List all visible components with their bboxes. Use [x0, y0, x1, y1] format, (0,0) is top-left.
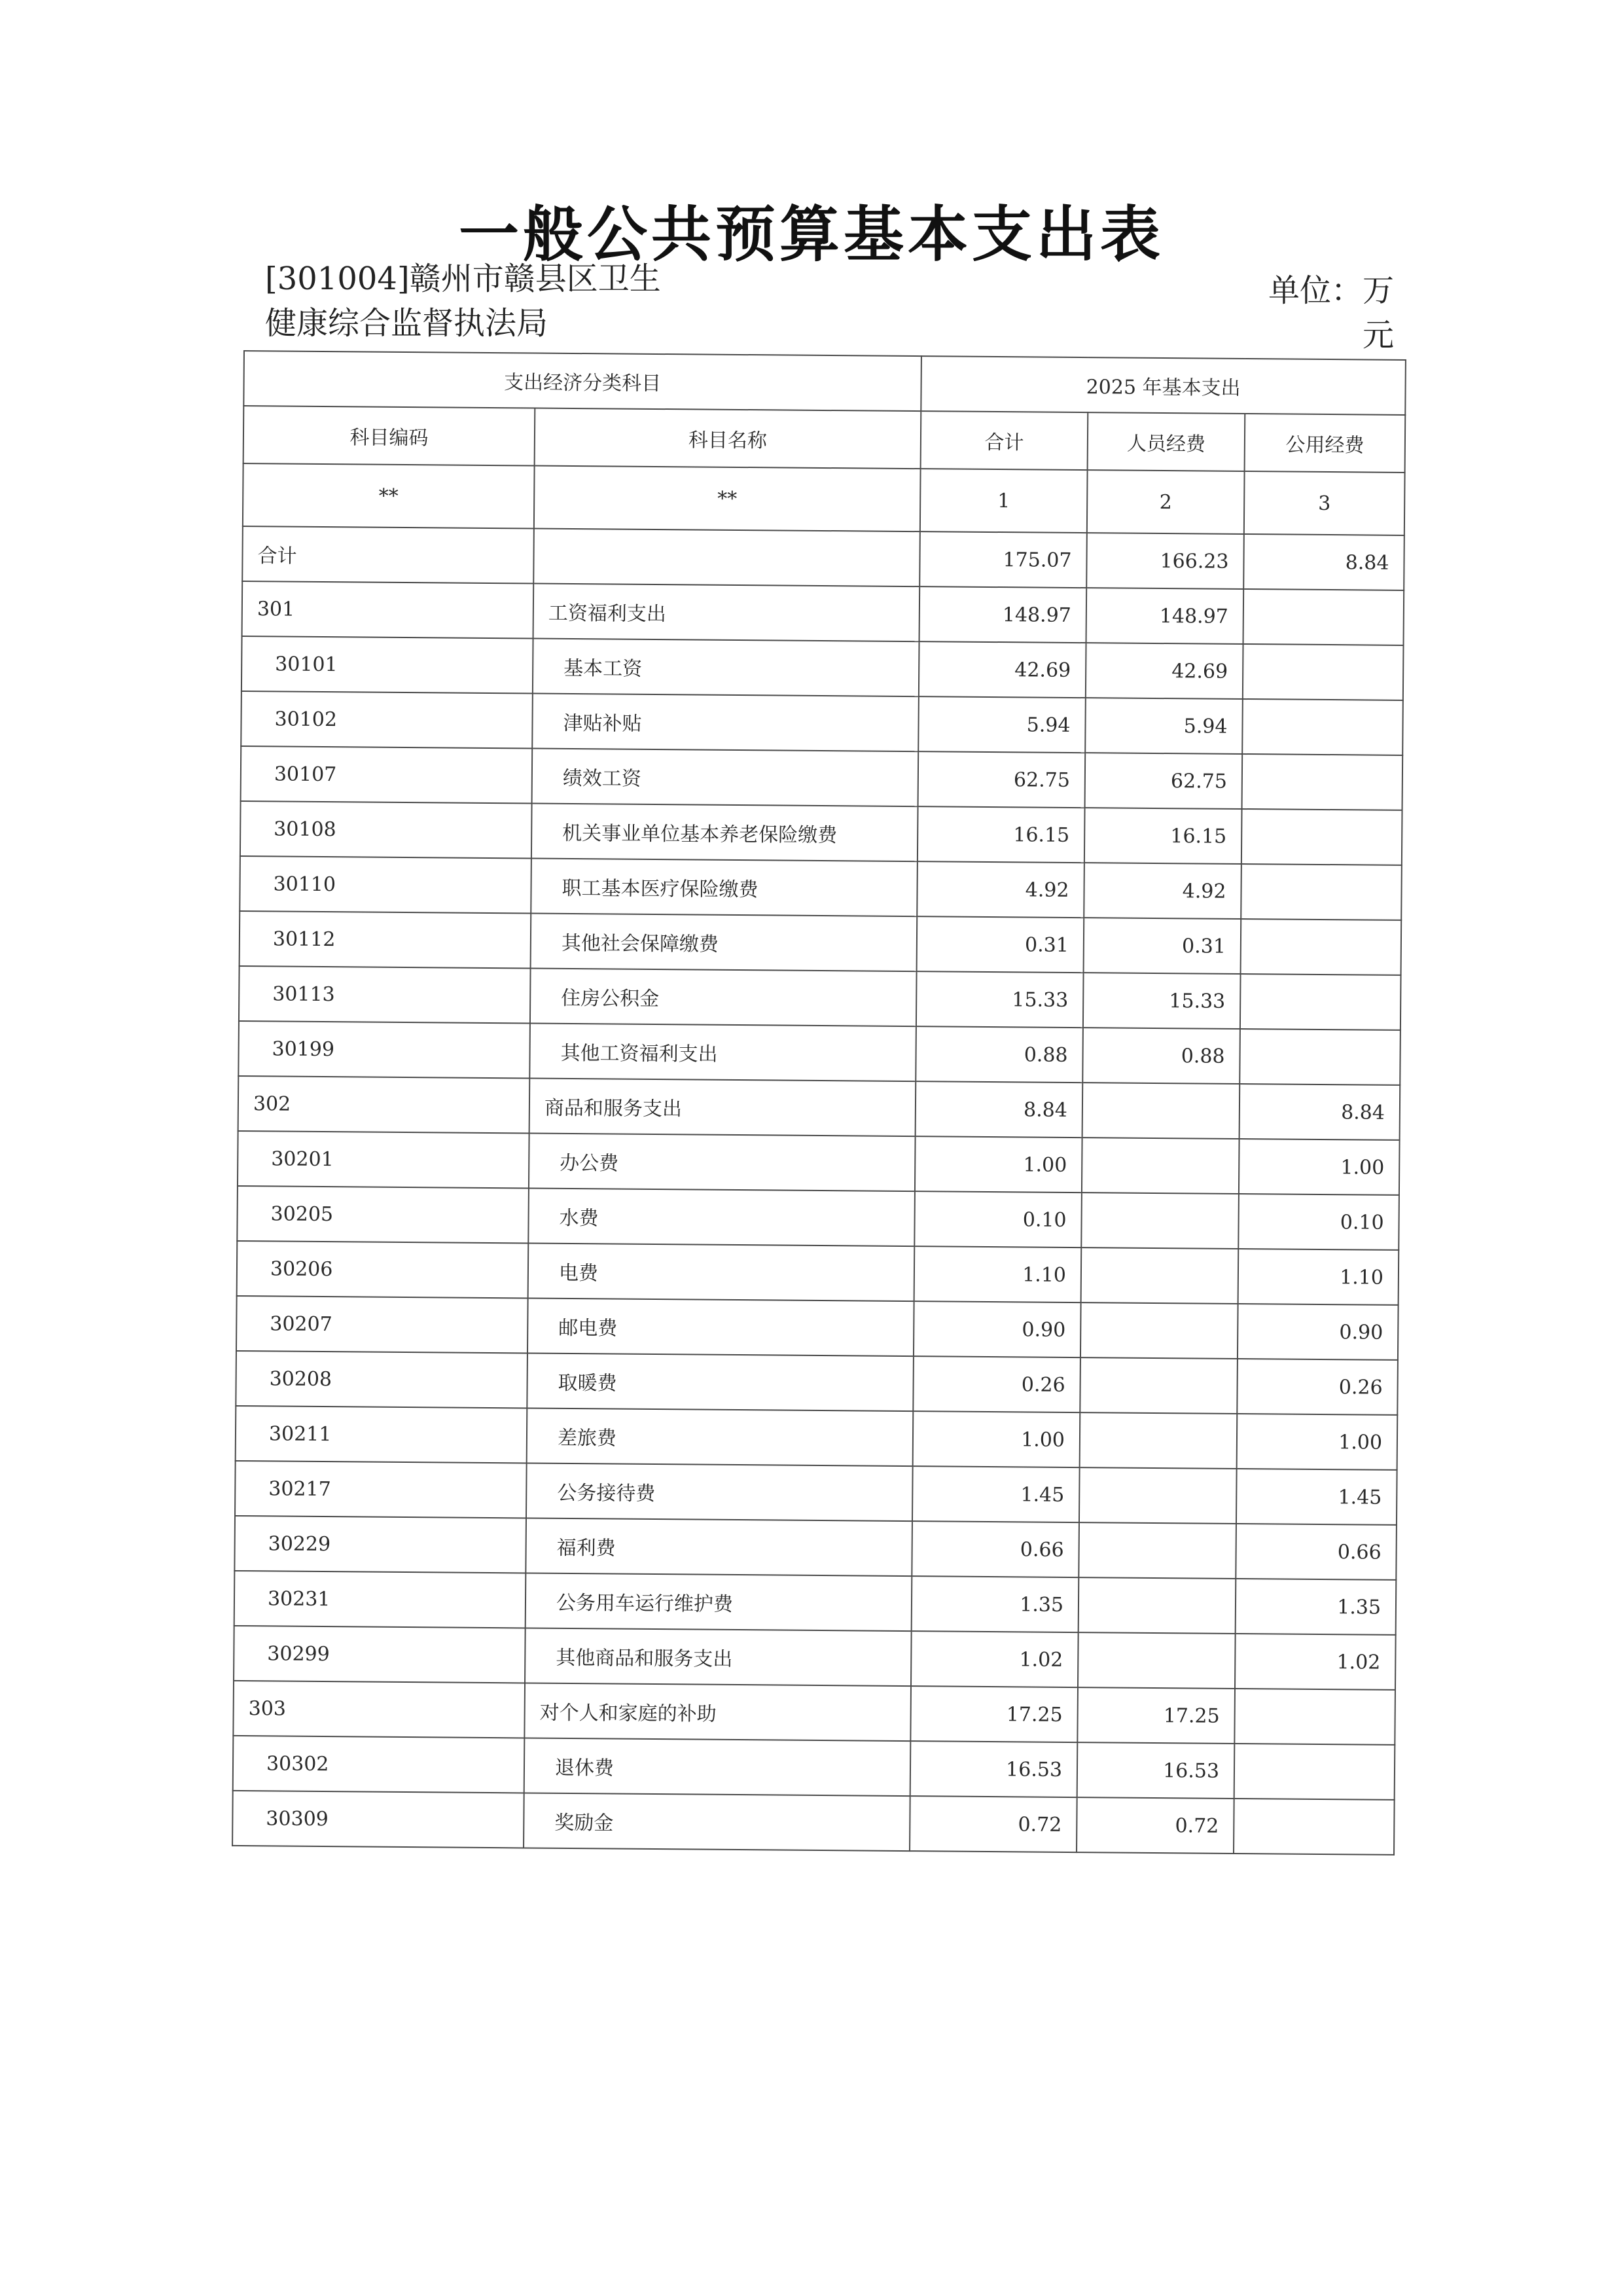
- row-personnel: [1081, 1193, 1239, 1249]
- column-header-name: 科目名称: [535, 408, 921, 469]
- table-row: [241, 636, 1404, 700]
- agency-name: [301004]赣州市赣县区卫生健康综合监督执法局: [265, 260, 661, 342]
- index-total: 1: [920, 469, 1088, 533]
- index-row: [243, 463, 1405, 535]
- table-row: [237, 1186, 1399, 1250]
- table-row: [233, 1736, 1395, 1800]
- index-code: **: [243, 463, 535, 528]
- row-personnel: [1079, 1577, 1236, 1634]
- row-public: 1.02: [1235, 1634, 1396, 1690]
- group-header-row: [243, 351, 1406, 415]
- row-total: 42.69: [919, 641, 1086, 698]
- table-row: [239, 966, 1401, 1030]
- unit-label: 单位：万元: [1268, 272, 1394, 353]
- row-public: [1243, 589, 1404, 645]
- row-personnel: 16.53: [1077, 1742, 1235, 1799]
- row-personnel: [1080, 1357, 1238, 1414]
- row-code: 30208: [236, 1351, 527, 1408]
- table-row: [234, 1626, 1396, 1690]
- row-personnel: 42.69: [1086, 643, 1243, 699]
- row-code: 30113: [239, 966, 531, 1023]
- column-header-total: 合计: [921, 411, 1088, 470]
- row-total: 0.88: [916, 1026, 1083, 1083]
- row-name: 公务用车运行维护费: [526, 1573, 912, 1631]
- page-title: 一般公共预算基本支出表: [458, 199, 1164, 270]
- row-total: 0.31: [917, 916, 1084, 973]
- row-total: 148.97: [919, 586, 1087, 643]
- row-code: 30229: [234, 1516, 526, 1573]
- row-name: 其他商品和服务支出: [525, 1628, 912, 1686]
- row-name: 退休费: [524, 1738, 911, 1796]
- row-personnel: [1079, 1522, 1236, 1579]
- row-name: 工资福利支出: [533, 583, 920, 641]
- table-row: [242, 581, 1404, 645]
- total-label: 合计: [242, 526, 534, 583]
- row-public: [1243, 644, 1404, 700]
- row-personnel: 0.31: [1084, 918, 1241, 974]
- row-code: 30207: [236, 1296, 528, 1353]
- row-public: 8.84: [1240, 1084, 1400, 1140]
- row-total: 16.53: [910, 1741, 1078, 1797]
- group-header-left: 支出经济分类科目: [243, 351, 921, 411]
- row-personnel: [1079, 1467, 1237, 1524]
- index-name: **: [534, 465, 921, 531]
- row-public: [1240, 974, 1401, 1030]
- row-code: 30107: [241, 746, 533, 803]
- table-row: [240, 911, 1402, 975]
- row-code: 30199: [238, 1021, 530, 1078]
- row-code: 302: [238, 1076, 530, 1133]
- budget-table: [232, 350, 1406, 1856]
- row-total: 15.33: [916, 971, 1084, 1028]
- total-name-empty: [533, 528, 920, 586]
- row-code: 303: [233, 1681, 525, 1738]
- table-row: [236, 1351, 1398, 1415]
- row-personnel: 17.25: [1077, 1687, 1235, 1744]
- row-name: 职工基本医疗保险缴费: [531, 858, 918, 916]
- table-row: [234, 1571, 1397, 1635]
- row-public: [1242, 754, 1403, 810]
- table-row: [235, 1461, 1397, 1525]
- row-total: 1.10: [914, 1246, 1082, 1302]
- index-public: 3: [1244, 471, 1405, 535]
- row-code: 30309: [232, 1791, 524, 1848]
- row-name: 津贴补贴: [532, 693, 919, 751]
- table-row: [241, 746, 1403, 810]
- row-public: [1234, 1799, 1395, 1855]
- row-code: 30211: [236, 1406, 527, 1463]
- table-row: [237, 1241, 1399, 1305]
- row-name: 其他工资福利支出: [529, 1023, 916, 1081]
- row-total: 62.75: [918, 751, 1086, 808]
- row-name: 其他社会保障缴费: [531, 913, 918, 971]
- row-public: 0.10: [1238, 1194, 1399, 1250]
- total-personnel: 166.23: [1086, 533, 1244, 589]
- row-name: 水费: [528, 1188, 915, 1246]
- row-code: 30205: [237, 1186, 529, 1243]
- row-code: 30217: [235, 1461, 527, 1518]
- row-code: 30108: [240, 801, 532, 858]
- row-public: [1240, 1029, 1400, 1085]
- row-personnel: 4.92: [1084, 863, 1241, 919]
- table-row: [240, 801, 1402, 865]
- row-total: 5.94: [918, 696, 1086, 753]
- row-total: 1.45: [912, 1466, 1080, 1522]
- row-public: [1241, 864, 1402, 920]
- row-personnel: 15.33: [1083, 973, 1241, 1029]
- table-row: [236, 1296, 1399, 1360]
- row-total: 0.10: [914, 1191, 1082, 1247]
- row-public: 1.45: [1236, 1469, 1397, 1525]
- row-total: 0.26: [913, 1356, 1080, 1412]
- row-total: 1.02: [911, 1631, 1079, 1687]
- row-code: 30206: [237, 1241, 529, 1298]
- row-public: 1.10: [1238, 1249, 1399, 1305]
- row-total: 1.00: [913, 1411, 1080, 1467]
- row-name: 对个人和家庭的补助: [524, 1683, 911, 1741]
- row-code: 30112: [240, 911, 531, 968]
- row-total: 0.66: [912, 1521, 1079, 1577]
- total-total: 175.07: [919, 531, 1087, 588]
- row-name: 取暖费: [527, 1353, 914, 1411]
- row-personnel: [1080, 1302, 1238, 1359]
- table-row: [234, 1516, 1397, 1580]
- row-code: 30299: [234, 1626, 526, 1683]
- row-public: 0.26: [1237, 1359, 1398, 1415]
- row-total: 1.35: [912, 1576, 1079, 1632]
- row-total: 0.72: [910, 1796, 1077, 1852]
- row-personnel: 0.72: [1077, 1797, 1234, 1854]
- row-public: [1234, 1689, 1395, 1745]
- row-personnel: [1078, 1632, 1236, 1689]
- row-total: 4.92: [917, 861, 1084, 918]
- table-row: [240, 856, 1402, 920]
- row-total: 16.15: [918, 806, 1085, 863]
- row-code: 301: [242, 581, 534, 638]
- row-name: 住房公积金: [530, 968, 917, 1026]
- row-name: 机关事业单位基本养老保险缴费: [531, 803, 918, 861]
- row-public: 1.00: [1237, 1414, 1398, 1470]
- row-personnel: 148.97: [1086, 588, 1244, 644]
- column-header-personnel: 人员经费: [1088, 412, 1245, 471]
- row-total: 8.84: [916, 1081, 1083, 1138]
- row-public: 1.35: [1236, 1579, 1397, 1635]
- row-personnel: [1082, 1083, 1240, 1139]
- row-code: 30231: [234, 1571, 526, 1628]
- row-name: 差旅费: [527, 1408, 914, 1466]
- row-personnel: [1082, 1138, 1240, 1194]
- table-row: [241, 691, 1403, 755]
- row-personnel: [1080, 1412, 1238, 1469]
- table-row: [236, 1406, 1398, 1470]
- table-row: [238, 1131, 1400, 1195]
- row-code: 30201: [238, 1131, 529, 1188]
- table-row: [238, 1076, 1400, 1140]
- row-total: 0.90: [914, 1301, 1081, 1357]
- row-code: 30110: [240, 856, 531, 913]
- row-personnel: 16.15: [1084, 808, 1242, 864]
- row-code: 30102: [241, 691, 533, 748]
- row-name: 电费: [528, 1243, 915, 1301]
- row-public: [1241, 919, 1402, 975]
- row-total: 1.00: [915, 1136, 1082, 1193]
- table-row: [238, 1021, 1400, 1085]
- row-public: [1242, 699, 1403, 755]
- column-header-public: 公用经费: [1245, 414, 1406, 473]
- row-name: 邮电费: [527, 1298, 914, 1356]
- budget-table-body: [232, 351, 1406, 1855]
- row-public: 0.90: [1238, 1304, 1399, 1360]
- row-name: 办公费: [529, 1133, 916, 1191]
- column-header-code: 科目编码: [243, 406, 535, 465]
- row-name: 福利费: [526, 1518, 912, 1576]
- row-personnel: [1081, 1247, 1239, 1304]
- total-row: [242, 526, 1404, 590]
- row-name: 绩效工资: [532, 748, 919, 806]
- row-total: 17.25: [910, 1686, 1078, 1742]
- row-public: [1234, 1744, 1395, 1800]
- table-row: [233, 1681, 1395, 1745]
- row-name: 基本工资: [533, 638, 919, 696]
- row-name: 商品和服务支出: [529, 1078, 916, 1136]
- row-name: 奖励金: [524, 1793, 910, 1851]
- row-code: 30302: [233, 1736, 525, 1793]
- row-code: 30101: [241, 636, 533, 693]
- row-public: 1.00: [1239, 1139, 1400, 1195]
- column-header-row: [243, 406, 1406, 473]
- row-personnel: 0.88: [1082, 1028, 1240, 1084]
- row-public: [1241, 809, 1402, 865]
- row-personnel: 62.75: [1085, 753, 1243, 809]
- table-row: [232, 1791, 1395, 1855]
- group-header-right: 2025 年基本支出: [921, 356, 1406, 415]
- row-personnel: 5.94: [1085, 698, 1243, 754]
- index-personnel: 2: [1087, 470, 1245, 534]
- row-name: 公务接待费: [526, 1463, 913, 1521]
- total-public: 8.84: [1243, 534, 1404, 590]
- row-public: 0.66: [1236, 1524, 1397, 1580]
